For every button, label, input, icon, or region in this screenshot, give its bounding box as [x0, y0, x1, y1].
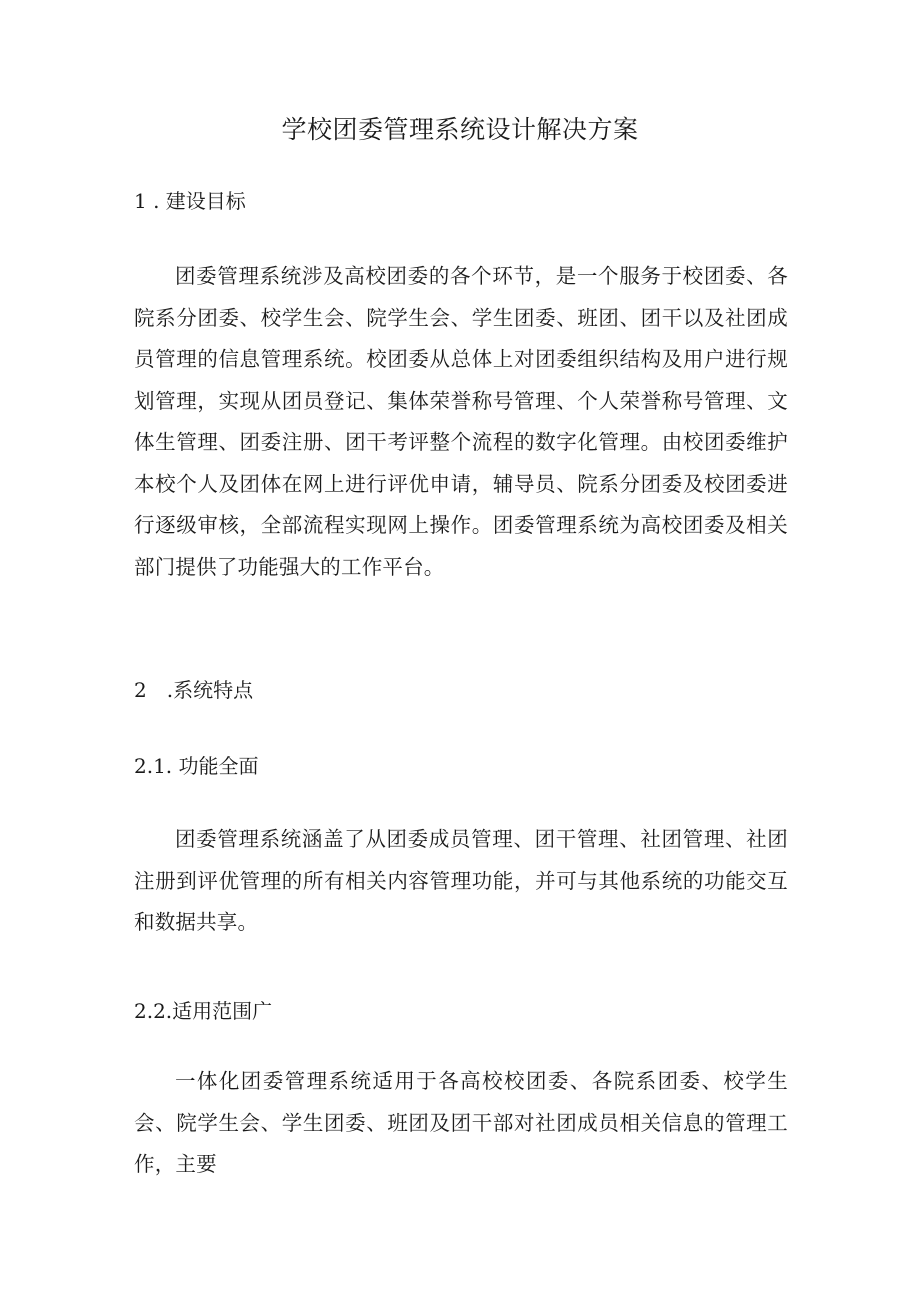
section-heading-comprehensive: 2.1. 功能全面	[134, 754, 259, 778]
document-title: 学校团委管理系统设计解决方案	[281, 115, 639, 144]
section-heading-goals: 1 . 建设目标	[134, 189, 246, 213]
section-paragraph-applicability: 一体化团委管理系统适用于各高校校团委、各院系团委、校学生会、院学生会、学生团委、班团及团干部对社团成员相关信息的管理工作，主要	[134, 1069, 788, 1176]
section-paragraph-comprehensive: 团委管理系统涵盖了从团委成员管理、团干管理、社团管理、社团注册到评优管理的所有相关内容管理功能，并可与其他系统的功能交互和数据共享。	[134, 827, 788, 934]
section-paragraph-goals: 团委管理系统涉及高校团委的各个环节，是一个服务于校团委、各院系分团委、校学生会、院学生会、学生团委、班团、团干以及社团成员管理的信息管理系统。校团委从总体上对团委组织结构及用户进行规划管理，实现从团员登记、集体荣誉称号管理、个人荣誉称号管理、文体生管理、团委注册、团干考评整个流程的数字化管理。由校团委维护本校个人及团体在网上进行评优申请，辅导员、院系分团委及校团委进行逐级审核，全部流程实现网上操作。团委管理系统为高校团委及相关部门提供了功能强大的工作平台。	[134, 264, 788, 579]
section-heading-applicability: 2.2.适用范围广	[134, 999, 273, 1023]
section-heading-features: 2 .系统特点	[134, 678, 254, 702]
